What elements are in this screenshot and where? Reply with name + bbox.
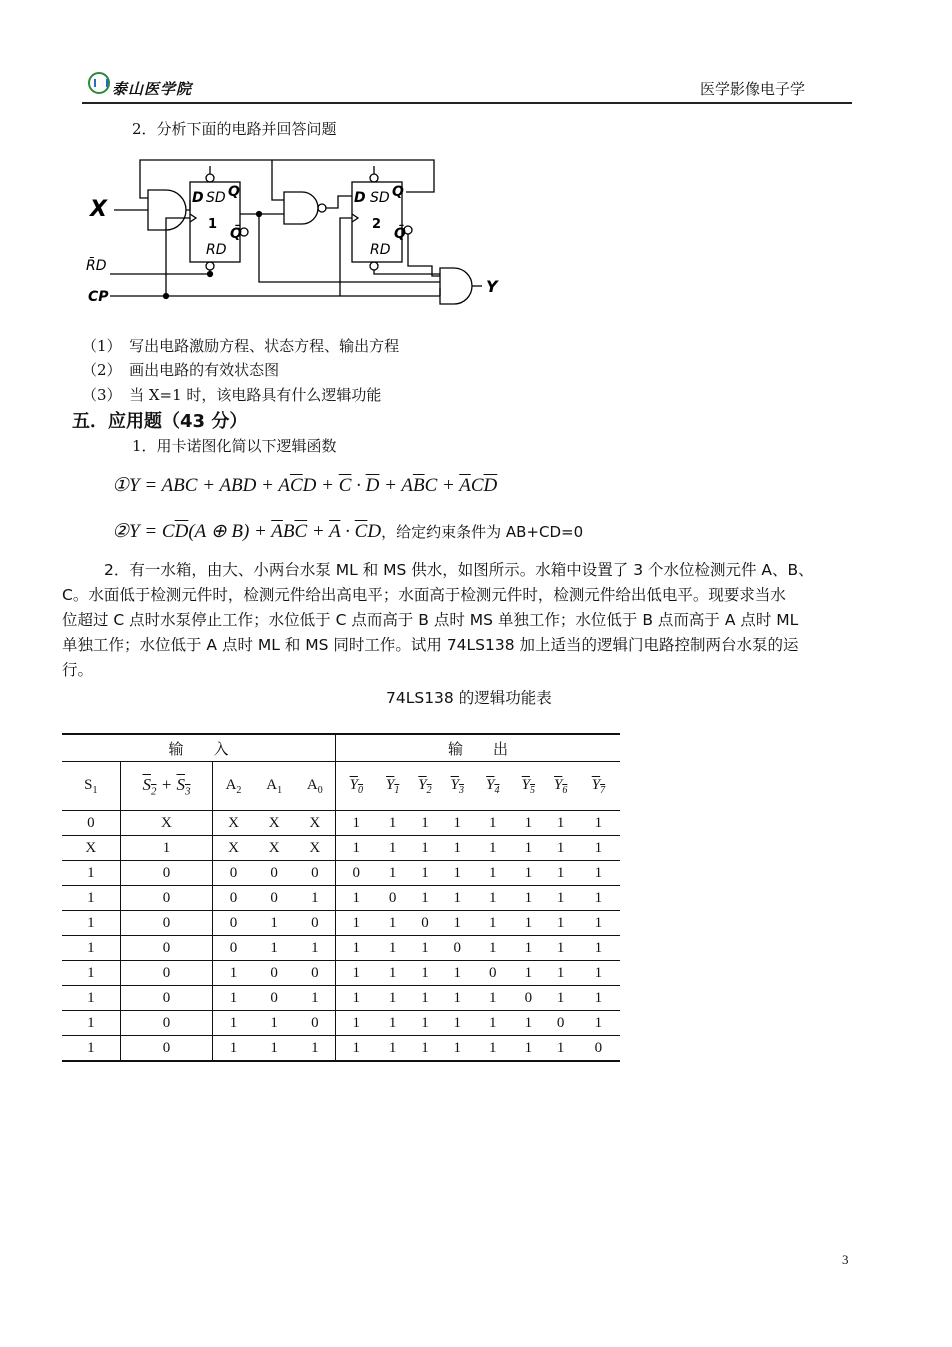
header-a2: $A_2$: [213, 762, 254, 811]
table-cell: 0: [295, 911, 336, 936]
table-cell: 0: [213, 886, 254, 911]
ff1-d-label: D: [192, 190, 204, 206]
question-2-title: 2．分析下面的电路并回答问题: [132, 120, 337, 138]
sub-question-1-number: （1）: [82, 337, 115, 355]
table-cell: 1: [213, 1036, 254, 1062]
school-name: 泰山医学院: [112, 80, 193, 98]
table-cell: X: [254, 836, 295, 861]
table-cell: 0: [213, 911, 254, 936]
table-cell: 1: [577, 811, 620, 836]
input-rd-label: R̄D: [86, 258, 107, 274]
table-cell: 1: [295, 1036, 336, 1062]
table-cell: 0: [254, 886, 295, 911]
table-cell: 1: [409, 886, 441, 911]
header-a0: $A_0$: [295, 762, 336, 811]
header-y5: $Y_5$: [512, 762, 544, 811]
sub-question-3-text: 当 X=1 时，该电路具有什么逻辑功能: [129, 386, 382, 404]
table-cell: X: [213, 836, 254, 861]
table-cell: 1: [62, 861, 120, 886]
table-cell: 1: [545, 861, 577, 886]
page-number: 3: [842, 1252, 849, 1267]
table-cell: 1: [441, 986, 473, 1011]
table-cell: 0: [545, 1011, 577, 1036]
table-cell: 0: [120, 911, 213, 936]
table-cell: 1: [62, 936, 120, 961]
problem-2-paragraph: [62, 558, 856, 683]
table-row: [62, 936, 620, 961]
header-y6: $Y_6$: [545, 762, 577, 811]
sub-question-2-number: （2）: [82, 361, 115, 379]
table-cell: 0: [473, 961, 512, 986]
table-cell: 1: [336, 1011, 377, 1036]
header-y3: $Y_3$: [441, 762, 473, 811]
sequential-circuit-diagram: [82, 148, 502, 310]
table-cell: 1: [336, 986, 377, 1011]
input-x-label: X: [90, 197, 107, 222]
table-cell: 1: [409, 1036, 441, 1062]
table-cell: X: [295, 836, 336, 861]
table-cell: 1: [62, 986, 120, 1011]
table-cell: 1: [473, 861, 512, 886]
table-cell: 1: [409, 936, 441, 961]
table-cell: 1: [409, 836, 441, 861]
table-cell: 1: [213, 986, 254, 1011]
table-cell: 0: [213, 936, 254, 961]
table-cell: 1: [473, 811, 512, 836]
table-cell: 0: [577, 1036, 620, 1062]
table-cell: 0: [254, 961, 295, 986]
table-cell: 1: [295, 886, 336, 911]
table-cell: 1: [336, 911, 377, 936]
ff1-number: 1: [208, 217, 218, 232]
ff1-q-label: Q: [228, 184, 240, 200]
course-title: 医学影像电子学: [700, 80, 806, 98]
table-cell: 1: [254, 911, 295, 936]
table-cell: 1: [409, 811, 441, 836]
table-cell: 1: [336, 1036, 377, 1062]
sub-question-3-number: （3）: [82, 386, 115, 404]
ff1-rd-label: RD: [206, 242, 227, 258]
group-input-header: 输 入: [62, 734, 336, 762]
formula-2: ②Y = $C\overline{D}(A$ ⊕ $B) + \overline{A}B\overline{C} + \overline{A} \cdot \overline{C}D$，给定约束条件为 AB+CD=0: [112, 521, 584, 542]
table-cell: 1: [577, 886, 620, 911]
problem-2-line-4: 单独工作；水位低于 A 点时 ML 和 MS 同时工作。试用 74LS138 加上适当的逻辑门电路控制两台水泵的运: [62, 636, 799, 654]
table-cell: 1: [441, 961, 473, 986]
table-cell: 1: [376, 936, 408, 961]
table-cell: 0: [409, 911, 441, 936]
table-cell: 1: [376, 1011, 408, 1036]
table-cell: 1: [441, 886, 473, 911]
problem-2-line-3: 位超过 C 点时水泵停止工作；水位低于 C 点而高于 B 点时 MS 单独工作；水位低于 B 点而高于 A 点时 ML: [62, 611, 799, 629]
table-cell: 1: [441, 836, 473, 861]
table-row: [62, 836, 620, 861]
formula-2-condition: ，给定约束条件为 AB+CD=0: [381, 523, 584, 541]
table-cell: 0: [120, 886, 213, 911]
table-cell: 1: [577, 861, 620, 886]
table-cell: 1: [409, 986, 441, 1011]
header-y1: $Y_1$: [376, 762, 408, 811]
table-cell: 0: [376, 886, 408, 911]
table-caption: 74LS138 的逻辑功能表: [386, 689, 552, 707]
sub-question-2-text: 画出电路的有效状态图: [129, 361, 280, 379]
table-cell: 1: [545, 1036, 577, 1062]
table-cell: 1: [512, 961, 544, 986]
sub-question-1: [82, 335, 399, 357]
table-cell: 1: [577, 961, 620, 986]
table-cell: 1: [62, 1036, 120, 1062]
sub-question-2: [82, 359, 279, 381]
table-row: [62, 986, 620, 1011]
table-cell: 1: [254, 1036, 295, 1062]
table-cell: 1: [409, 861, 441, 886]
table-cell: 1: [545, 961, 577, 986]
table-row: [62, 911, 620, 936]
table-cell: 1: [577, 936, 620, 961]
table-cell: 0: [512, 986, 544, 1011]
table-cell: 1: [545, 811, 577, 836]
ff2-rd-label: RD: [370, 242, 391, 258]
table-cell: X: [295, 811, 336, 836]
table-cell: 0: [62, 811, 120, 836]
table-cell: 0: [120, 1011, 213, 1036]
table-column-header-row: [62, 762, 620, 811]
table-cell: 1: [376, 986, 408, 1011]
header-y2: $Y_2$: [409, 762, 441, 811]
table-cell: 1: [512, 836, 544, 861]
table-cell: 1: [473, 1036, 512, 1062]
table-cell: 1: [473, 911, 512, 936]
table-cell: X: [120, 811, 213, 836]
table-cell: 1: [336, 936, 377, 961]
table-cell: 1: [336, 811, 377, 836]
table-cell: 1: [512, 861, 544, 886]
ff2-qbar-label: Q̄: [394, 226, 406, 242]
table-cell: 1: [545, 886, 577, 911]
table-cell: 1: [376, 911, 408, 936]
header-s1: $S_1$: [62, 762, 120, 811]
table-cell: 1: [577, 836, 620, 861]
table-cell: 1: [254, 936, 295, 961]
table-cell: 1: [376, 861, 408, 886]
table-cell: 1: [409, 961, 441, 986]
table-cell: 0: [295, 861, 336, 886]
header-rule: [82, 102, 852, 104]
table-cell: 1: [473, 886, 512, 911]
header-y0: $Y_0$: [336, 762, 377, 811]
table-cell: 1: [473, 1011, 512, 1036]
problem-2-line-1: 2．有一水箱，由大、小两台水泵 ML 和 MS 供水，如图所示。水箱中设置了 3 个水位检测元件 A、B、: [104, 561, 814, 579]
school-logo: [88, 72, 110, 94]
table-cell: 0: [120, 986, 213, 1011]
table-cell: X: [213, 811, 254, 836]
table-cell: 1: [473, 836, 512, 861]
input-cp-label: CP: [88, 289, 109, 305]
output-y-label: Y: [486, 277, 498, 296]
table-cell: 1: [213, 961, 254, 986]
section-5-title: 五．应用题（43 分）: [72, 411, 248, 432]
table-cell: 1: [577, 911, 620, 936]
ff2-d-label: D: [354, 190, 366, 206]
table-cell: 1: [62, 911, 120, 936]
header-y4: $Y_4$: [473, 762, 512, 811]
table-cell: 0: [295, 1011, 336, 1036]
table-cell: 0: [120, 861, 213, 886]
ff2-sd-label: SD: [370, 190, 390, 206]
table-row: [62, 811, 620, 836]
ff2-number: 2: [372, 217, 382, 232]
table-cell: 1: [409, 1011, 441, 1036]
table-group-header-row: [62, 734, 620, 762]
table-cell: 1: [577, 1011, 620, 1036]
table-cell: 1: [512, 936, 544, 961]
formula-1: ①Y = ABC + ABD + $A\overline{C}D + \overline{C} \cdot \overline{D} + A\overline{B}C + \overline{A}C\overline{D}$: [112, 475, 498, 496]
table-cell: 1: [376, 1036, 408, 1062]
header-y7: $Y_7$: [577, 762, 620, 811]
table-row: [62, 886, 620, 911]
table-cell: 0: [120, 1036, 213, 1062]
table-cell: 0: [120, 961, 213, 986]
header-a1: $A_1$: [254, 762, 295, 811]
table-cell: 1: [62, 886, 120, 911]
section-5-question-1: 1．用卡诺图化简以下逻辑函数: [132, 437, 337, 455]
table-cell: 0: [254, 986, 295, 1011]
table-cell: 0: [120, 936, 213, 961]
table-cell: 1: [336, 836, 377, 861]
table-cell: 1: [254, 1011, 295, 1036]
table-cell: 1: [376, 811, 408, 836]
table-cell: 1: [295, 986, 336, 1011]
table-cell: 1: [512, 1036, 544, 1062]
problem-2-line-5: 行。: [62, 661, 94, 679]
ff1-sd-label: SD: [206, 190, 226, 206]
ff1-qbar-label: Q̄: [230, 226, 242, 242]
table-cell: 1: [295, 936, 336, 961]
sub-question-3: [82, 384, 381, 406]
table-cell: 1: [545, 936, 577, 961]
table-cell: 1: [473, 986, 512, 1011]
table-cell: 1: [213, 1011, 254, 1036]
table-cell: 1: [336, 886, 377, 911]
table-cell: 1: [441, 861, 473, 886]
table-cell: 1: [577, 986, 620, 1011]
table-cell: X: [254, 811, 295, 836]
table-cell: 1: [62, 961, 120, 986]
table-cell: 1: [62, 1011, 120, 1036]
truth-table-74ls138: [62, 733, 620, 1062]
ff2-q-label: Q: [392, 184, 404, 200]
table-cell: 0: [254, 861, 295, 886]
table-cell: 1: [545, 986, 577, 1011]
table-cell: 1: [441, 811, 473, 836]
table-row: [62, 1036, 620, 1062]
problem-2-line-2: C。水面低于检测元件时，检测元件给出高电平；水面高于检测元件时，检测元件给出低电平。现要求当水: [62, 586, 786, 604]
table-cell: 1: [441, 1036, 473, 1062]
table-cell: 0: [336, 861, 377, 886]
table-cell: 1: [512, 911, 544, 936]
table-row: [62, 861, 620, 886]
group-output-header: 输 出: [336, 734, 620, 762]
table-cell: 0: [213, 861, 254, 886]
table-cell: 1: [120, 836, 213, 861]
sub-question-1-text: 写出电路激励方程、状态方程、输出方程: [129, 337, 400, 355]
table-cell: 1: [441, 911, 473, 936]
table-cell: 1: [336, 961, 377, 986]
header-s2-plus-s3: $S_2 + S_3$: [120, 762, 213, 811]
table-cell: 1: [473, 936, 512, 961]
table-cell: 1: [512, 886, 544, 911]
table-cell: 1: [545, 911, 577, 936]
table-cell: 0: [295, 961, 336, 986]
table-cell: 1: [512, 811, 544, 836]
table-cell: 1: [376, 961, 408, 986]
table-row: [62, 961, 620, 986]
table-row: [62, 1011, 620, 1036]
table-cell: X: [62, 836, 120, 861]
table-cell: 0: [441, 936, 473, 961]
table-cell: 1: [545, 836, 577, 861]
table-cell: 1: [512, 1011, 544, 1036]
table-cell: 1: [441, 1011, 473, 1036]
truth-table-body: [62, 811, 620, 1062]
table-cell: 1: [376, 836, 408, 861]
